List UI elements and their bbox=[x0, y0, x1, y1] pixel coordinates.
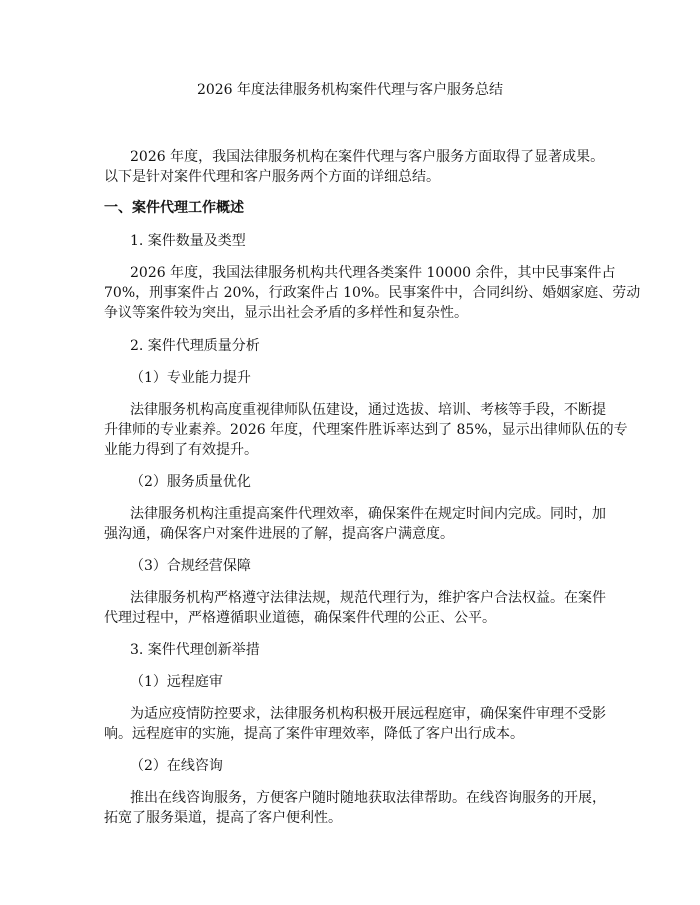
paragraph-line: 拓宽了服务渠道，提高了客户便利性。 bbox=[104, 810, 342, 826]
paragraph-line: 为适应疫情防控要求，法律服务机构积极开展远程庭审，确保案件审理不受影 bbox=[130, 706, 606, 722]
paragraph-line: 法律服务机构严格遵守法律法规，规范代理行为，维护客户合法权益。在案件 bbox=[130, 590, 606, 606]
paragraph-line: 2026 年度，我国法律服务机构共代理各类案件 10000 余件，其中民事案件占 bbox=[130, 265, 616, 281]
paragraph-line: 法律服务机构高度重视律师队伍建设，通过选拔、培训、考核等手段，不断提 bbox=[130, 402, 606, 418]
paragraph-line: 响。远程庭审的实施，提高了案件审理效率，降低了客户出行成本。 bbox=[104, 726, 524, 742]
paragraph-line: 强沟通，确保客户对案件进展的了解，提高客户满意度。 bbox=[104, 526, 454, 542]
item-heading-remote-trial: （1）远程庭审 bbox=[130, 674, 223, 690]
subsection-heading-quality: 2. 案件代理质量分析 bbox=[130, 338, 260, 354]
paragraph-line: 升律师的专业素养。2026 年度，代理案件胜诉率达到了 85%，显示出律师队伍的专 bbox=[104, 422, 628, 438]
item-heading-compliance: （3）合规经营保障 bbox=[130, 558, 251, 574]
section-heading-case-agency: 一、案件代理工作概述 bbox=[104, 200, 244, 216]
paragraph-line: 推出在线咨询服务，方便客户随时随地获取法律帮助。在线咨询服务的开展， bbox=[130, 790, 606, 806]
intro-line-2: 以下是针对案件代理和客户服务两个方面的详细总结。 bbox=[104, 169, 440, 185]
subsection-heading-innovation: 3. 案件代理创新举措 bbox=[130, 642, 260, 658]
paragraph-line: 争议等案件较为突出，显示出社会矛盾的多样性和复杂性。 bbox=[104, 305, 468, 321]
item-heading-professional: （1）专业能力提升 bbox=[130, 370, 251, 386]
paragraph-line: 法律服务机构注重提高案件代理效率，确保案件在规定时间内完成。同时，加 bbox=[130, 506, 606, 522]
document-title: 2026 年度法律服务机构案件代理与客户服务总结 bbox=[196, 82, 504, 98]
item-heading-service: （2）服务质量优化 bbox=[130, 474, 251, 490]
item-heading-online-consult: （2）在线咨询 bbox=[130, 758, 223, 774]
subsection-heading-case-count: 1. 案件数量及类型 bbox=[130, 233, 246, 249]
paragraph-line: 业能力得到了有效提升。 bbox=[104, 442, 258, 458]
paragraph-line: 70%，刑事案件占 20%，行政案件占 10%。民事案件中，合同纠纷、婚姻家庭、劳动 bbox=[104, 285, 641, 301]
intro-line-1: 2026 年度，我国法律服务机构在案件代理与客户服务方面取得了显著成果。 bbox=[130, 149, 605, 165]
paragraph-line: 代理过程中，严格遵循职业道德，确保案件代理的公正、公平。 bbox=[104, 610, 496, 626]
